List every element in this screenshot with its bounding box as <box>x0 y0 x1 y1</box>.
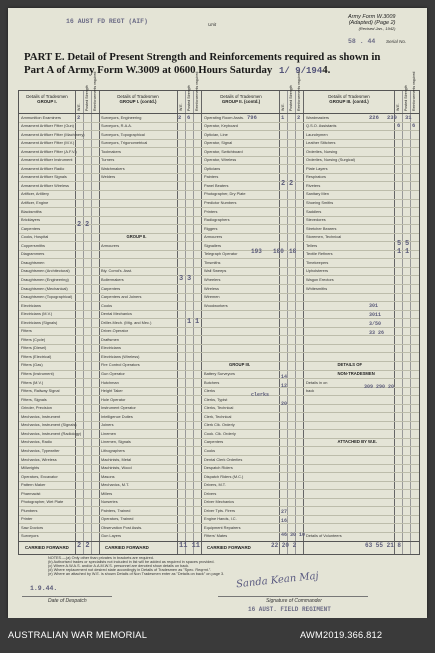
hand-entry: 20 <box>281 401 288 407</box>
trade-label: Details in on <box>306 379 328 385</box>
hand-entry: 6 <box>187 114 191 121</box>
group-heading: NON-TRADESMEN <box>337 371 375 376</box>
trade-label: Respirators <box>306 174 326 180</box>
hand-entry: 5 <box>405 240 410 248</box>
trade-label: Printer <box>21 516 33 522</box>
trade-label: Operator, Wireless <box>204 157 237 163</box>
trade-label: Panel Beaters <box>204 182 229 188</box>
trade-label: Electricians (Signals) <box>21 319 58 325</box>
group-heading: DETAILS OF <box>337 362 363 368</box>
hand-entry: 5 <box>397 240 402 248</box>
hand-entry: 796 <box>247 114 257 121</box>
trade-label: Operators, Trained <box>101 516 134 522</box>
carried-forward-value: 22 20 2 <box>271 542 297 549</box>
trade-label: Clerk, Technical <box>204 413 232 419</box>
trade-label: Dental Clerk Orderlies <box>204 456 243 462</box>
trade-label: Pattern Maker <box>21 482 46 488</box>
note-line: (e) Where an attached by W.E. is shown Details of Non Tradesmen enter as "Details on back" on page 3. <box>48 572 225 576</box>
title-line-2 <box>24 64 380 78</box>
form-id-line: (Adapted) (Page 2) <box>348 20 396 27</box>
hand-entry: 1 <box>281 114 285 121</box>
trade-label: Masons <box>101 473 115 479</box>
trade-label: Linemen <box>101 430 116 436</box>
trade-label: Carpenters <box>204 439 224 445</box>
trade-label: Draughtsmen <box>21 259 45 265</box>
trade-label: Nurseries <box>101 499 118 505</box>
trade-label: Wardmasters <box>306 114 329 120</box>
credit-left: AUSTRALIAN WAR MEMORIAL <box>8 630 148 640</box>
hand-entry: 2 <box>85 221 90 229</box>
trade-label: Hutchman <box>101 379 119 385</box>
hand-entry: 1 <box>397 248 402 256</box>
posted-header: Posted Strength <box>85 85 89 111</box>
we-header: W.E. <box>281 103 285 111</box>
hand-entry: 6 <box>397 122 401 129</box>
trade-label: Painters <box>204 174 219 180</box>
hand-entry: 230 <box>387 114 397 121</box>
we-header: W.E. <box>396 103 400 111</box>
trade-label: Telegraph Operator <box>204 251 238 257</box>
trade-label: Saw Doctors <box>21 524 44 530</box>
hand-entry: 18 <box>289 248 297 255</box>
date-suffix: 4. <box>322 64 331 76</box>
trade-label: Fitters (Diesel) <box>21 345 47 351</box>
col4-header: Details of Tradesmen GROUP III. (contd.) <box>328 94 370 104</box>
trade-label: Clerks <box>204 388 216 394</box>
trade-label: Draftsmen <box>101 336 119 342</box>
trade-label: Sanitary Men <box>306 191 329 197</box>
hand-entry: 16 <box>281 518 288 524</box>
group-heading: GROUP III. <box>229 362 251 368</box>
trade-label: Predictor Numbers <box>204 200 237 205</box>
hand-entry: 1 <box>195 318 200 326</box>
form-page <box>8 8 427 618</box>
trade-label: Leather Stitchers <box>306 140 336 146</box>
reinf-header: Reinforcements required <box>297 71 301 111</box>
trade-label: Instrument Operator <box>101 405 136 411</box>
trade-label: Electricians (M.V.) <box>21 311 53 317</box>
trade-label: Mechanics, M.T. <box>101 482 130 488</box>
trade-label: Linemen, Signals <box>101 439 131 445</box>
carried-forward-value: 11 11 <box>179 542 201 550</box>
carried-forward-label: CARRIED FORWARD <box>105 545 149 550</box>
trade-label: Armament Artificer Instrument <box>21 157 73 163</box>
hand-entry: 31 <box>405 114 412 121</box>
carried-forward-label: CARRIED FORWARD <box>207 545 251 550</box>
hand-entry: 6 <box>412 122 416 129</box>
trade-label: Cook. Clk. Orderly <box>204 430 236 436</box>
trade-label: Carpenters <box>101 285 121 291</box>
hand-entry: 2 <box>281 180 286 188</box>
hand-entry: 309 290 20 <box>364 384 395 390</box>
unit-label: Unit <box>208 22 217 27</box>
trade-label: Fitters' Mates <box>204 533 228 539</box>
credit-bar <box>0 618 435 653</box>
form-id-line: Army Form W.3009 <box>348 14 396 20</box>
reinf-header: Reinforcements required <box>195 71 199 111</box>
col3-header: Details of Tradesmen GROUP II. (contd.) <box>220 94 262 104</box>
commander-signature: Sanda Kean Maj <box>235 570 320 591</box>
hand-entry: 2 <box>297 114 301 121</box>
trade-label: Machinists, Metal <box>101 456 132 462</box>
reinf-header: Reinforcements required <box>93 71 97 111</box>
trade-label: Fitters (Cycle) <box>21 336 46 342</box>
trade-label: Clerks, Technical <box>204 405 234 411</box>
hand-entry: 226 <box>369 114 379 121</box>
trade-label: Fitters (M.V.) <box>21 379 44 385</box>
trade-label: Watchmakers <box>101 165 125 171</box>
trade-label: Driver Mechanics <box>204 499 235 505</box>
signature-label: Signature of Commander <box>266 598 322 604</box>
carried-forward-label: CARRIED FORWARD <box>25 545 69 550</box>
group-heading: ATTACHED BY W.E. <box>337 439 377 445</box>
trade-label: Plumbers <box>21 507 38 513</box>
trade-label: Dental Mechanics <box>101 311 132 317</box>
trade-label: Plate Layers <box>306 165 328 171</box>
trade-label: Mechanics, Instrument <box>21 413 61 419</box>
trade-label: Printers <box>204 208 218 214</box>
trade-label: Equipment Repairers <box>204 524 241 530</box>
trade-label: Textile Refiners <box>306 251 333 257</box>
trade-label: back <box>306 388 315 394</box>
trade-label: Observation Post Assts. <box>101 524 143 530</box>
trade-label: Mechanics, Typewriter <box>21 447 60 453</box>
carried-forward-value: 63 55 21 8 <box>365 542 402 549</box>
reinf-header: Reinforcements required <box>412 71 416 111</box>
trade-label: Orderlies, Nursing <box>306 148 338 154</box>
hand-entry: 2 <box>289 180 294 188</box>
notes-block <box>48 556 224 576</box>
trade-label: Fitters, Railway Signal <box>21 388 60 394</box>
trade-label: Armament Artificer Fitter (A.F.V.) <box>21 148 77 154</box>
trade-label: Cooks, Hospital <box>21 234 49 240</box>
trade-label: Shoeing Smiths <box>306 200 334 205</box>
trade-label: Laundrymen <box>306 131 328 137</box>
trade-label: Millwrights <box>21 465 40 471</box>
trade-label: Mechanics, Instrument (Signals) <box>21 422 77 428</box>
hand-entry: 2 <box>77 114 81 121</box>
posted-header: Posted Strength <box>404 85 408 111</box>
trade-label: Orderlies, Nursing (Surgical) <box>306 157 356 163</box>
trade-label: Turners <box>101 157 115 163</box>
trade-label: Operator, Keyboard <box>204 123 238 129</box>
trade-label: Engine Hands, I.C. <box>204 516 237 522</box>
trade-label: Stretcher Bearers <box>306 225 337 231</box>
trade-label: Fitters (Gas) <box>21 362 43 368</box>
trade-label: Pharmacist <box>21 490 41 496</box>
trade-label: Fitters (Electrical) <box>21 353 52 359</box>
trade-label: Drivers, M.T. <box>204 482 226 488</box>
trade-label: Wireless <box>204 285 219 291</box>
trade-label: Riggers <box>204 225 218 231</box>
trade-label: Coppersmiths <box>21 242 46 248</box>
trade-label: Armourers <box>101 242 120 248</box>
regiment-stamp: 16 AUST. FIELD REGIMENT <box>248 606 331 613</box>
trade-label: Surveyors, R.A.A. <box>101 123 132 129</box>
trade-label: Saddlers <box>306 208 322 214</box>
trade-label: Fitters <box>21 328 32 334</box>
trade-label: Woodworkers <box>204 302 228 308</box>
trade-label: Artificer, Artillery <box>21 191 49 197</box>
trade-label: Wagon Erectors <box>306 276 334 282</box>
trade-label: Wheelers <box>204 276 221 282</box>
trade-label: Surveyors, Trigonometrical <box>101 140 148 146</box>
trade-label: Draughtsmen (Topographical) <box>21 294 73 300</box>
trade-label: Tinsmiths <box>204 259 221 265</box>
trade-label: Painters, Trained <box>101 507 131 513</box>
trade-label: Bty. Comd's. Asst. <box>101 268 133 274</box>
trade-label: Hole Operator <box>101 396 126 402</box>
trade-label: Draughtsmen (Engineering) <box>21 276 69 282</box>
hand-entry: 14 <box>281 374 288 380</box>
trade-label: Clerk Clk. Orderly <box>204 422 235 428</box>
trade-label: Riveters <box>306 182 321 188</box>
trade-label: Driver-Operator <box>101 328 129 334</box>
carried-forward-value: 2 2 <box>77 542 90 550</box>
serial-label: Serial No. <box>386 39 407 44</box>
hand-entry: 180 <box>273 248 284 255</box>
trade-label: Mechanics, Radio <box>21 439 52 445</box>
trade-label: Wiremen <box>204 294 220 300</box>
hand-entry: 3011 <box>369 312 382 318</box>
hand-entry: 3/50 <box>369 321 382 327</box>
trade-label: Mechanics, Wireless <box>21 456 57 462</box>
trade-label: Armament Artificer Fitter (Machinery) <box>21 131 85 137</box>
trade-label: Diagrammers <box>21 251 45 257</box>
trade-label: Artificer, Engine <box>21 200 49 205</box>
trade-label: Bricklayers <box>21 217 41 223</box>
page-title <box>24 51 380 78</box>
credit-right: AWM2019.366.812 <box>300 630 383 640</box>
trade-label: Intelligence Duties <box>101 413 133 419</box>
trade-label: Blacksmiths <box>21 208 42 214</box>
trade-label: Boilermakers <box>101 276 124 282</box>
trade-label: Details of Volunteers <box>306 533 342 539</box>
trade-label: Photographer, Wet Plate <box>21 499 64 505</box>
trade-label: Opticians <box>204 165 221 171</box>
trade-label: Driver Tpts. Firers <box>204 507 236 513</box>
title-line-1: PART E. Detail of Present Strength and Reinforcements required as shown in <box>24 51 381 63</box>
we-header: W.E. <box>179 103 183 111</box>
trade-label: Armourers <box>204 234 223 240</box>
trade-label: Operator, Switchboard <box>204 148 243 154</box>
hand-entry: clerks <box>251 392 270 398</box>
trade-label: Cooks <box>204 447 216 453</box>
trade-label: Millers <box>101 490 113 496</box>
trade-label: Storemen, Technical <box>306 234 342 240</box>
trade-label: Timekeepers <box>306 259 329 265</box>
posted-header: Posted Strength <box>289 85 293 111</box>
unit-stamp: 16 AUST FD REGT (AIF) <box>66 18 148 25</box>
trade-label: Electricians (Wireless) <box>101 353 140 359</box>
trade-label: Fitters (Instrument) <box>21 371 54 376</box>
trade-label: Despatch Riders <box>204 465 233 471</box>
hand-entry: 33 26 <box>369 330 385 336</box>
posted-header: Posted Strength <box>187 85 191 111</box>
trade-label: Lithographers <box>101 447 125 453</box>
trade-label: Toolmakers <box>101 148 121 154</box>
hand-entry: 3 <box>187 275 192 283</box>
trade-label: Radiographers <box>204 217 230 223</box>
form-id-block <box>348 14 395 33</box>
trade-label: Wall Sweeps <box>204 268 227 274</box>
note-line: (c) Where A.W.A.S. and/or A.A.M.W.S. personnel are denoted show details on back. <box>48 564 190 568</box>
trade-label: Surveyors, Topographical <box>101 131 145 137</box>
title-line-2-text: Part A of Army Form W.3009 at 0600 Hours Saturday <box>24 64 273 76</box>
trade-label: Electricians <box>21 302 41 308</box>
trade-label: Grinder, Precision <box>21 405 52 411</box>
trade-label: Armament Artificer Wireless <box>21 182 69 188</box>
trade-label: Gun Layers <box>101 533 122 539</box>
hand-entry: 1 <box>405 248 410 256</box>
trade-label: Fire Control Operators <box>101 362 140 368</box>
trade-label: Ammunition Examiners <box>21 114 62 120</box>
trade-label: Signallers <box>204 242 222 248</box>
trade-label: Mechanics, Instrument (Radiology) <box>21 430 82 436</box>
trade-label: Gun Operator <box>101 371 125 376</box>
we-header: W.E. <box>77 103 81 111</box>
group-heading: GROUP II. <box>126 234 147 240</box>
col2-header: Details of Tradesmen GROUP I. (contd.) <box>117 94 159 104</box>
trade-label: Height Taker <box>101 388 123 394</box>
trade-label: Electricians <box>101 345 121 351</box>
hand-entry: 3 <box>179 275 184 283</box>
trade-label: Dispatch Riders (M.C.) <box>204 473 244 479</box>
trade-label: Tellers <box>306 242 318 248</box>
trade-label: Welders <box>101 174 116 180</box>
hand-entry: 27 <box>281 509 288 515</box>
form-id-line: (Revised Jan., 1942) <box>358 26 396 32</box>
trade-label: Surveyors <box>21 533 39 539</box>
trade-label: Armament Artificer Fitter (Gun) <box>21 123 74 129</box>
trade-label: Butchers <box>204 379 220 385</box>
serial-stamp: 58 . 44 <box>348 38 376 45</box>
hand-entry: 301 <box>369 303 379 309</box>
hand-entry: 193 <box>251 248 262 255</box>
trade-label: Operator, Signal <box>204 140 233 146</box>
hand-entry: 12 <box>281 383 288 389</box>
hand-entry: 46 30 10 <box>281 532 306 538</box>
trade-label: Carpenters <box>21 225 41 231</box>
hand-entry: 1 <box>187 318 192 326</box>
col1-header: Details of Tradesmen GROUP I. <box>26 94 68 104</box>
trade-label: Armament Artificer Radio <box>21 165 65 171</box>
trade-label: Armament Artificer Fitter (M.V.) <box>21 140 75 146</box>
trade-label: Joiners <box>101 422 114 428</box>
trade-label: Draughtsmen (Mechanical) <box>21 285 68 291</box>
trade-label: Driller-Mech. (Mtg. and Mec.) <box>101 319 152 325</box>
trade-label: Carpenters and Joiners <box>101 294 142 300</box>
trade-label: Whitesmiths <box>306 285 328 291</box>
trade-label: Optician, Line <box>204 131 228 137</box>
date-stamp: 1/ 9/194 <box>279 66 323 76</box>
trade-label: Q.S.O. Assistants <box>306 123 337 129</box>
trade-label: Battery Surveyors <box>204 371 235 376</box>
despatch-label: Date of Despatch <box>48 598 87 604</box>
hand-entry: 2 <box>178 114 182 121</box>
note-line: (d) Where replacement not desired state accordingly in Details of Tradesmen as "Spec. Reqrmt.". <box>48 568 212 572</box>
trade-label: Cooks <box>101 302 113 308</box>
trade-label: Photographer, Dry Plate <box>204 191 246 197</box>
trade-label: Machinists, Wood <box>101 465 132 471</box>
hand-entry: 2 <box>77 221 82 229</box>
trade-label: Fitters, Signals <box>21 396 47 402</box>
trade-label: Operators, Excavator <box>21 473 58 479</box>
note-line: NOTES.—(a) Only other than privates in brackets are required. <box>48 556 154 560</box>
trade-label: Operating Room Assts. <box>204 114 245 120</box>
note-line: (b) Authorised trades or specialists not included in list will be added as required in spaces provided. <box>48 560 215 564</box>
despatch-date: 1.9.44. <box>30 585 58 592</box>
trade-label: Clerks, Typist <box>204 396 228 402</box>
trade-label: Stevedores <box>306 217 326 223</box>
trade-label: Upholsterers <box>306 268 329 274</box>
trade-label: Armament Artificer Signals <box>21 174 67 180</box>
trade-label: Drivers <box>204 490 217 496</box>
trade-label: Surveyors, Engineering <box>101 114 142 120</box>
trade-label: Draughtsmen (Architectural) <box>21 268 70 274</box>
